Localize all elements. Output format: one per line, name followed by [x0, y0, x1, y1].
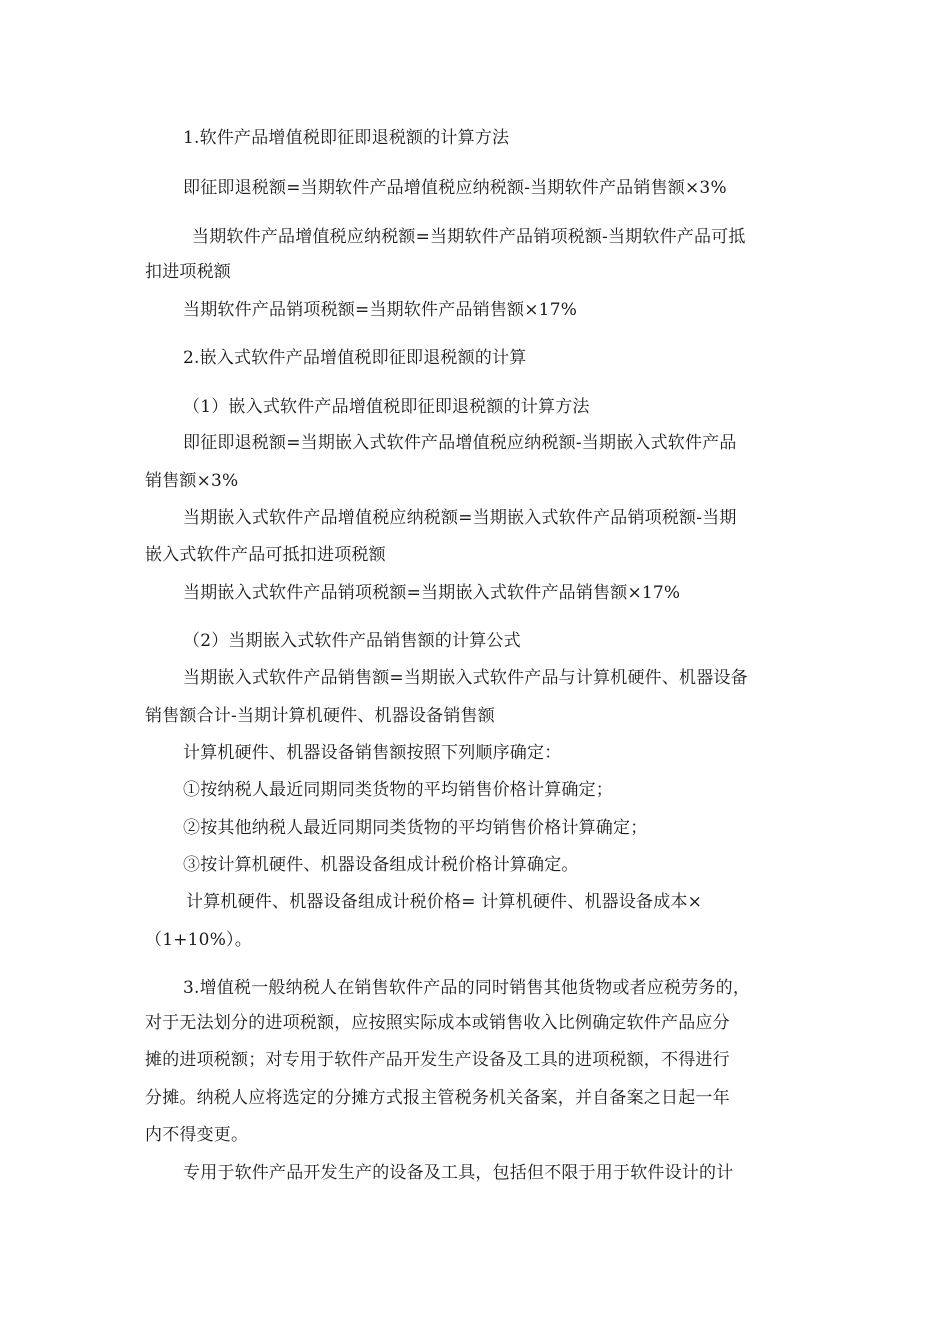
body-line: 分摊。纳税人应将选定的分摊方式报主管税务机关备案，并自备案之日起一年 [145, 1088, 730, 1108]
heading-2: 2.嵌入式软件产品增值税即征即退税额的计算 [183, 348, 527, 368]
formula-line: 销售额×3% [145, 471, 239, 491]
list-item: ③按计算机硬件、机器设备组成计税价格计算确定。 [183, 855, 579, 875]
list-item: ②按其他纳税人最近同期同类货物的平均销售价格计算确定； [183, 818, 648, 838]
formula-line: 扣进项税额 [145, 262, 231, 282]
body-line: 内不得变更。 [145, 1125, 249, 1145]
formula-line: 当期嵌入式软件产品销售额=当期嵌入式软件产品与计算机硬件、机器设备 [183, 668, 748, 688]
formula-line: 计算机硬件、机器设备组成计税价格= 计算机硬件、机器设备成本× [186, 892, 703, 912]
body-line: 专用于软件产品开发生产的设备及工具，包括但不限于用于软件设计的计 [183, 1163, 734, 1183]
list-item: ①按纳税人最近同期同类货物的平均销售价格计算确定； [183, 780, 613, 800]
formula-line: 销售额合计-当期计算机硬件、机器设备销售额 [145, 706, 495, 726]
body-line: 计算机硬件、机器设备销售额按照下列顺序确定： [183, 743, 562, 763]
formula-line: 即征即退税额=当期软件产品增值税应纳税额-当期软件产品销售额×3% [183, 178, 727, 198]
formula-line: 即征即退税额=当期嵌入式软件产品增值税应纳税额-当期嵌入式软件产品 [183, 433, 737, 453]
formula-line: 当期软件产品销项税额=当期软件产品销售额×17% [183, 300, 578, 320]
body-line: 对于无法划分的进项税额，应按照实际成本或销售收入比例确定软件产品应分 [145, 1013, 730, 1033]
formula-line: （1+10%）。 [145, 930, 252, 950]
body-line: 摊的进项税额；对专用于软件产品开发生产设备及工具的进项税额，不得进行 [145, 1050, 730, 1070]
heading-1: 1.软件产品增值税即征即退税额的计算方法 [183, 128, 510, 148]
formula-line: 当期软件产品增值税应纳税额=当期软件产品销项税额-当期软件产品可抵 [192, 227, 746, 247]
subheading-2-1: （1）嵌入式软件产品增值税即征即退税额的计算方法 [183, 397, 590, 417]
formula-line: 当期嵌入式软件产品销项税额=当期嵌入式软件产品销售额×17% [183, 583, 681, 603]
subheading-2-2: （2）当期嵌入式软件产品销售额的计算公式 [183, 631, 521, 651]
formula-line: 当期嵌入式软件产品增值税应纳税额=当期嵌入式软件产品销项税额-当期 [183, 508, 737, 528]
formula-line: 嵌入式软件产品可抵扣进项税额 [145, 545, 386, 565]
heading-3: 3.增值税一般纳税人在销售软件产品的同时销售其他货物或者应税劳务的， [183, 978, 751, 998]
